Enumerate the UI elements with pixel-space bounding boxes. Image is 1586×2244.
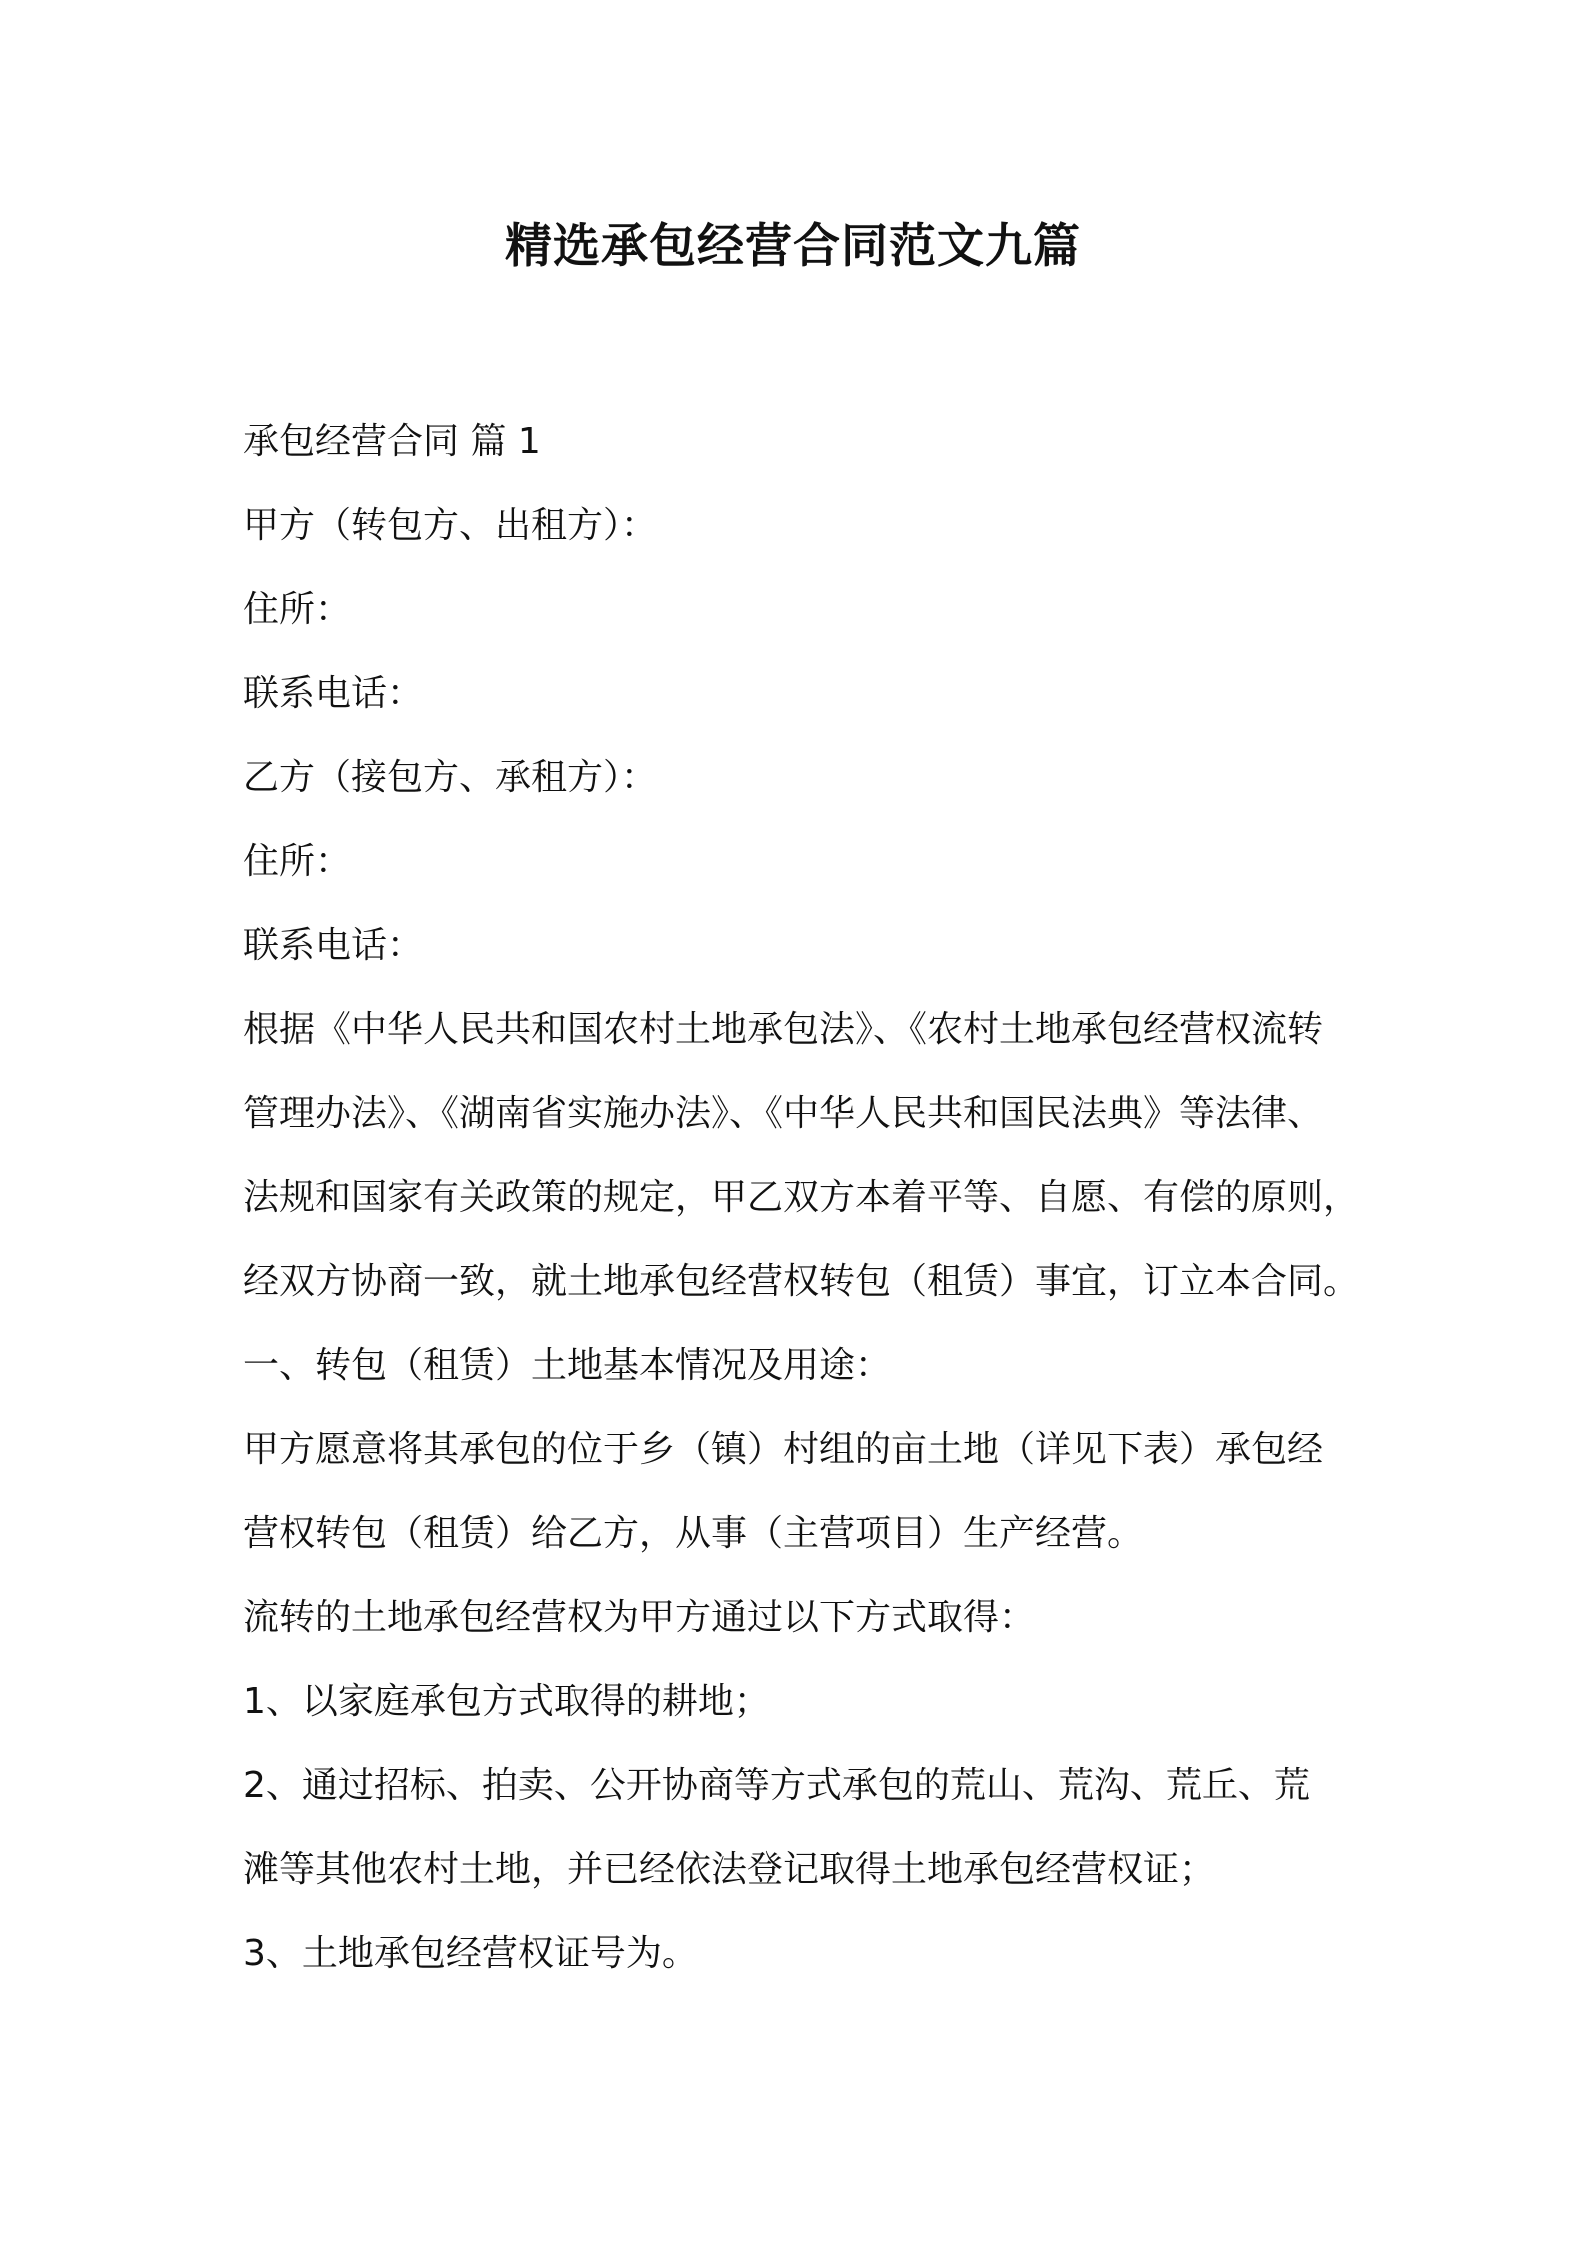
preamble-line: 管理办法》、《湖南省实施办法》、《中华人民共和国民法典》等法律、 bbox=[243, 1093, 1324, 1134]
preamble-line: 经双方协商一致，就土地承包经营权转包（租赁）事宜，订立本合同。 bbox=[243, 1261, 1360, 1302]
clause-1-text-line: 甲方愿意将其承包的位于乡（镇）村组的亩土地（详见下表）承包经 bbox=[243, 1429, 1324, 1470]
list-item-3: 3、土地承包经营权证号为。 bbox=[243, 1933, 698, 1974]
party-b-phone-label: 联系电话： bbox=[243, 925, 424, 966]
acquisition-intro-line: 流转的土地承包经营权为甲方通过以下方式取得： bbox=[243, 1597, 1036, 1638]
party-a-phone-label: 联系电话： bbox=[243, 673, 424, 714]
preamble-line: 根据《中华人民共和国农村土地承包法》、《农村土地承包经营权流转 bbox=[243, 1009, 1324, 1050]
document-body bbox=[243, 400, 1363, 1996]
section-heading-part-1: 承包经营合同 篇 1 bbox=[243, 421, 541, 462]
list-item-2-line: 滩等其他农村土地，并已经依法登记取得土地承包经营权证； bbox=[243, 1849, 1216, 1890]
party-a-address-label: 住所： bbox=[243, 589, 352, 630]
clause-heading-1: 一、转包（租赁）土地基本情况及用途： bbox=[243, 1345, 892, 1386]
party-b-address-label: 住所： bbox=[243, 841, 352, 882]
party-a-label: 甲方（转包方、出租方）： bbox=[243, 505, 658, 546]
document-title: 精选承包经营合同范文九篇 bbox=[505, 219, 1081, 274]
clause-1-text-line: 营权转包（租赁）给乙方，从事（主营项目）生产经营。 bbox=[243, 1513, 1144, 1554]
list-item-1: 1、以家庭承包方式取得的耕地； bbox=[243, 1681, 770, 1722]
list-item-2-line: 2、通过招标、拍卖、公开协商等方式承包的荒山、荒沟、荒丘、荒 bbox=[243, 1765, 1310, 1806]
preamble-line: 法规和国家有关政策的规定，甲乙双方本着平等、自愿、有偿的原则， bbox=[243, 1177, 1360, 1218]
party-b-label: 乙方（接包方、承租方）： bbox=[243, 757, 658, 798]
